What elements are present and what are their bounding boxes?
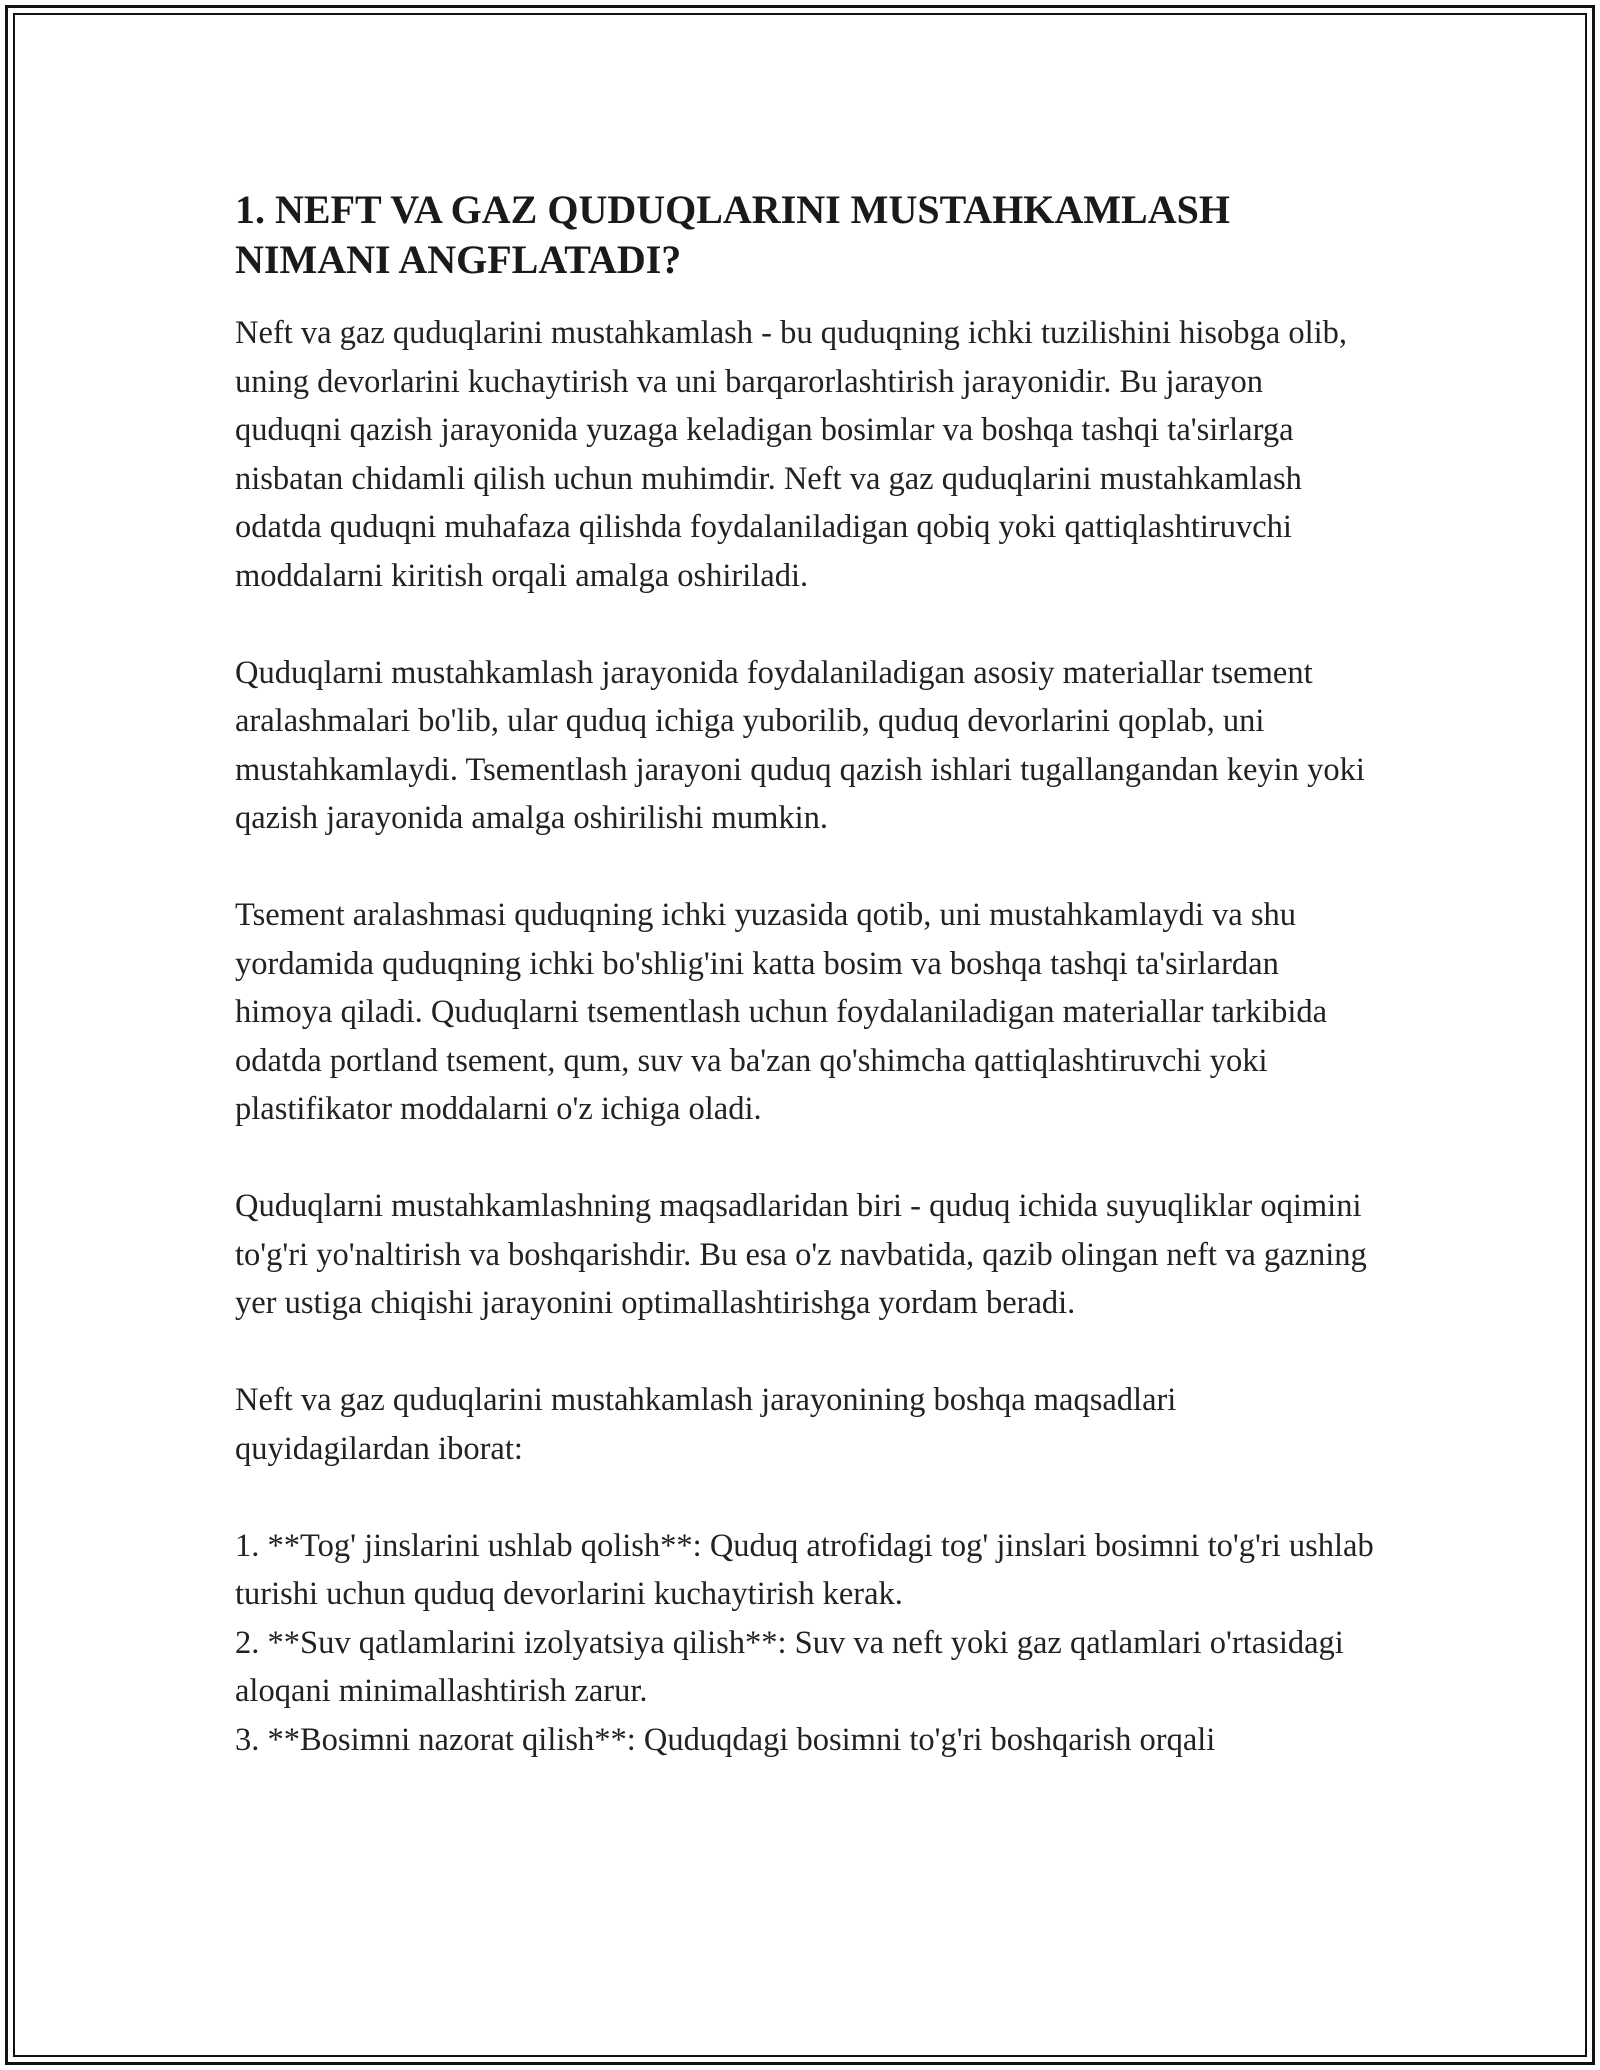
paragraph: Neft va gaz quduqlarini mustahkamlash - bu quduqning ichki tuzilishini hisobga olib, uning devorlarini kuchaytirish va uni barqarorlashtirish jarayonidir. Bu jarayon quduqni qazish jarayonida yuzaga keladigan bosimlar va boshqa tashqi ta'sirlarga nisbatan chidamli qilish uchun muhimdir. Neft va gaz quduqlarini mustahkamlash odatda quduqni muhafaza qilishda foydalaniladigan qobiq yoki qattiqlashtiruvchi moddalarni kiritish orqali amalga oshiriladi. bbox=[235, 315, 1348, 594]
paragraph: Neft va gaz quduqlarini mustahkamlash jarayonining boshqa maqsadlari quyidagilardan iborat: bbox=[235, 1382, 1177, 1467]
paragraph: Quduqlarni mustahkamlash jarayonida foydalaniladigan asosiy materiallar tsement aralashmalari bo'lib, ular quduq ichiga yuborilib, quduq devorlarini qoplab, uni mustahkamlaydi. Tsementlash jarayoni quduq qazish ishlari tugallangandan keyin yoki qazish jarayonida amalga oshirilishi mumkin. bbox=[235, 654, 1365, 836]
document-title: 1. NEFT VA GAZ QUDUQLARINI MUSTAHKAMLASH NIMANI ANGFLATADI? bbox=[235, 187, 1230, 282]
list-item: 2. **Suv qatlamlarini izolyatsiya qilish**: Suv va neft yoki gaz qatlamlari o'rtasidagi aloqani minimallashtirish zarur. bbox=[235, 1624, 1344, 1709]
list-item: 1. **Tog' jinslarini ushlab qolish**: Quduq atrofidagi tog' jinslari bosimni to'g'ri ushlab turishi uchun quduq devorlarini kuchaytirish kerak. bbox=[235, 1527, 1374, 1612]
list-item: 3. **Bosimni nazorat qilish**: Quduqdagi bosimni to'g'ri boshqarish orqali bbox=[235, 1721, 1216, 1758]
paragraph: Quduqlarni mustahkamlashning maqsadlaridan biri - quduq ichida suyuqliklar oqimini to'g'ri yo'naltirish va boshqarishdir. Bu esa o'z navbatida, qazib olingan neft va gazning yer ustiga chiqishi jarayonini optimallashtirishga yordam beradi. bbox=[235, 1188, 1367, 1321]
paragraph: Tsement aralashmasi quduqning ichki yuzasida qotib, uni mustahkamlaydi va shu yordamida quduqning ichki bo'shlig'ini katta bosim va boshqa tashqi ta'sirlardan himoya qiladi. Quduqlarni tsementlash uchun foydalaniladigan materiallar tarkibida odatda portland tsement, qum, suv va ba'zan qo'shimcha qattiqlashtiruvchi yoki plastifikator moddalarni o'z ichiga oladi. bbox=[235, 897, 1328, 1127]
document-body bbox=[235, 185, 1375, 1764]
goals-list bbox=[235, 1522, 1375, 1765]
